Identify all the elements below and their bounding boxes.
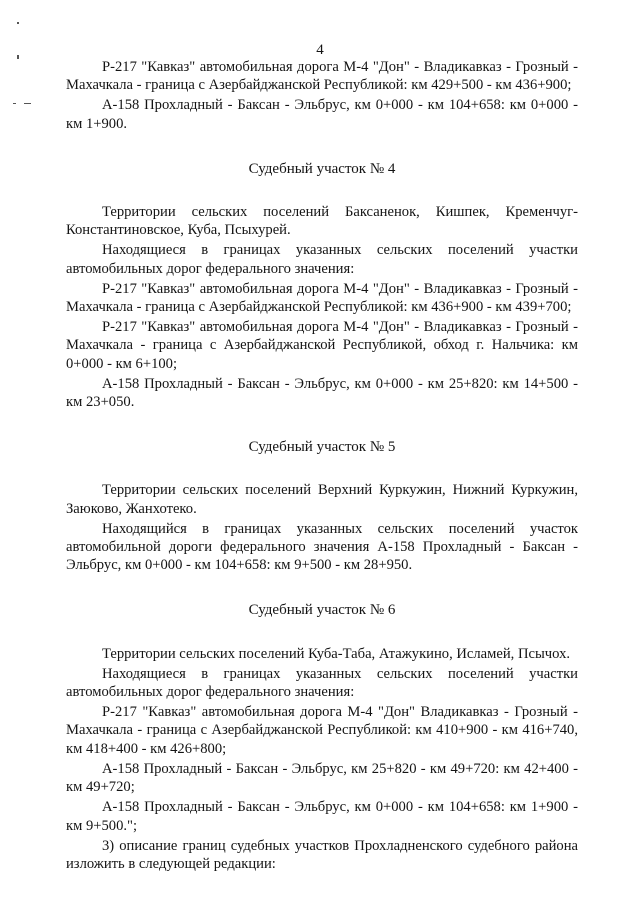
- scan-mark: [17, 22, 19, 24]
- scan-mark: [24, 103, 31, 104]
- paragraph: А-158 Прохладный - Баксан - Эльбрус, км 0+000 - км 104+658: км 0+000 - км 1+900.: [66, 97, 578, 132]
- section-heading: Судебный участок № 4: [248, 160, 396, 177]
- page-number: 4: [316, 42, 324, 58]
- paragraph: Территории сельских поселений Баксаненок, Кишпек, Кременчуг-Константиновское, Куба, Псыхурей.: [66, 204, 578, 239]
- paragraph: Р-217 "Кавказ" автомобильная дорога М-4 "Дон" Владикавказ - Грозный - Махачкала - граница с Азербайджанской Республикой: км 410+900 - км 416+740, км 418+400 - км 426+800;: [66, 704, 578, 757]
- paragraph: А-158 Прохладный - Баксан - Эльбрус, км 0+000 - км 104+658: км 1+900 - км 9+500.";: [66, 799, 578, 834]
- paragraph: Территории сельских поселений Верхний Куркужин, Нижний Куркужин, Заюково, Жанхотеко.: [66, 482, 578, 517]
- section-heading: Судебный участок № 5: [248, 439, 396, 456]
- section-heading: Судебный участок № 6: [248, 602, 396, 619]
- paragraph: Р-217 "Кавказ" автомобильная дорога М-4 "Дон" - Владикавказ - Грозный - Махачкала - граница с Азербайджанской Республикой: км 429+500 - км 436+900;: [66, 59, 578, 94]
- paragraph: Находящиеся в границах указанных сельских поселений участки автомобильных дорог федерального значения:: [66, 242, 578, 277]
- document-body: [66, 58, 578, 873]
- paragraph: 3) описание границ судебных участков Прохладненского судебного района изложить в следующей редакции:: [66, 837, 578, 872]
- paragraph: А-158 Прохладный - Баксан - Эльбрус, км 0+000 - км 25+820: км 14+500 - км 23+050.: [66, 375, 578, 411]
- paragraph: Территории сельских поселений Куба-Таба, Атажукино, Исламей, Псычох.: [102, 645, 571, 662]
- paragraph: Р-217 "Кавказ" автомобильная дорога М-4 "Дон" - Владикавказ - Грозный - Махачкала - граница с Азербайджанской Республикой, обход г. Нальчика: км 0+000 - км 6+100;: [66, 319, 578, 372]
- paragraph: Находящийся в границах указанных сельских поселений участок автомобильной дороги федерального значения А-158 Прохладный - Баксан - Эльбрус, км 0+000 - км 104+658: км 9+500 - км 28+950.: [66, 520, 578, 574]
- paragraph: Р-217 "Кавказ" автомобильная дорога М-4 "Дон" - Владикавказ - Грозный - Махачкала - граница с Азербайджанской Республикой: км 436+900 - км 439+700;: [66, 280, 578, 316]
- paragraph: А-158 Прохладный - Баксан - Эльбрус, км 25+820 - км 49+720: км 42+400 - км 49+720;: [66, 760, 578, 796]
- paragraph: Находящиеся в границах указанных сельских поселений участки автомобильных дорог федерального значения:: [66, 665, 578, 701]
- scan-mark: [13, 103, 16, 104]
